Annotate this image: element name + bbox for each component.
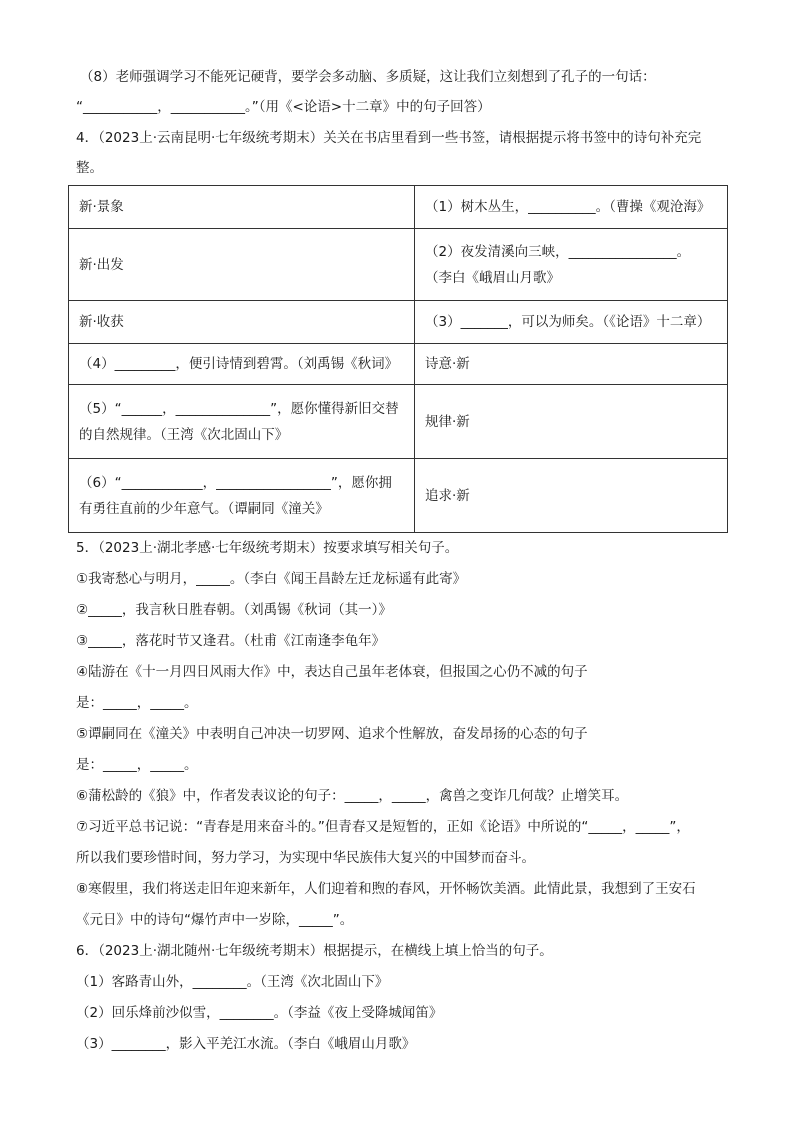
table-cell xyxy=(69,385,415,459)
cell-text: 新·景象 xyxy=(79,199,124,215)
cell-text: 追求·新 xyxy=(425,487,470,504)
cell-text: （李白《峨眉山月歌》 xyxy=(425,269,560,286)
bookmark-table xyxy=(68,185,728,533)
q6-line: （2）回乐烽前沙似雪，________。（李益《夜上受降城闻笛》 xyxy=(76,1005,443,1021)
table-cell xyxy=(415,385,728,459)
q5-line: ②_____，我言秋日胜春朝。（刘禹锡《秋词（其一）》 xyxy=(76,602,392,618)
table-cell xyxy=(415,344,728,385)
table-cell xyxy=(69,186,415,229)
q5-line: ③_____，落花时节又逢君。（杜甫《江南逢李龟年》 xyxy=(76,633,386,649)
q3-item8-line2: “___________，___________。”（用《<论语>十二章》中的句子回答） xyxy=(76,99,491,115)
cell-text: （5）“______，______________”，愿你懂得新旧交替 xyxy=(79,400,399,417)
q5-line: 是：_____，_____。 xyxy=(76,757,198,773)
q6-line: （3）________，影入平羌江水流。（李白《峨眉山月歌》 xyxy=(76,1036,416,1052)
cell-text: 规律·新 xyxy=(425,413,470,430)
q5-line: ⑧寒假里，我们将送走旧年迎来新年，人们迎着和煦的春风，开怀畅饮美酒。此情此景，我想到了王安石 xyxy=(76,881,696,897)
q5-line: ⑥蒲松龄的《狼》中，作者发表议论的句子：_____，_____，禽兽之变诈几何哉？止增笑耳。 xyxy=(76,788,629,804)
table-cell xyxy=(415,186,728,229)
q6-line: （1）客路青山外，________。（王湾《次北固山下》 xyxy=(76,974,389,990)
cell-text: 新·收获 xyxy=(79,314,124,330)
q5-line: ⑦习近平总书记说：“青春是用来奋斗的。”但青春又是短暂的，正如《论语》中所说的“_____，_____”， xyxy=(76,819,690,835)
table-row xyxy=(69,229,728,301)
table-cell xyxy=(415,229,728,301)
table-cell xyxy=(415,459,728,533)
cell-text: （6）“____________，_________________”，愿你拥 xyxy=(79,474,392,491)
table-cell xyxy=(69,229,415,301)
cell-text: 新·出发 xyxy=(79,256,124,273)
q6-stem: 6．（2023上·湖北随州·七年级统考期末）根据提示，在横线上填上恰当的句子。 xyxy=(76,943,553,959)
cell-text: 有勇往直前的少年意气。（谭嗣同《潼关》 xyxy=(79,500,329,517)
table-cell xyxy=(69,301,415,344)
q3-item8-line1: （8）老师强调学习不能死记硬背，要学会多动脑、多质疑，这让我们立刻想到了孔子的一句话： xyxy=(80,69,656,85)
q5-line: 是：_____，_____。 xyxy=(76,695,198,711)
table-cell xyxy=(69,344,415,385)
cell-text: 诗意·新 xyxy=(425,356,470,372)
q5-line: 所以我们要珍惜时间，努力学习，为实现中华民族伟大复兴的中国梦而奋斗。 xyxy=(76,850,535,866)
cell-text: （2）夜发清溪向三峡，________________。 xyxy=(425,243,691,260)
cell-text: 的自然规律。（王湾《次北固山下》 xyxy=(79,426,289,443)
table-row xyxy=(69,385,728,459)
table-row xyxy=(69,186,728,229)
cell-text: （3）_______，可以为师矣。（《论语》十二章） xyxy=(425,314,711,330)
q5-line: ④陆游在《十一月四日风雨大作》中，表达自己虽年老体衰，但报国之心仍不减的句子 xyxy=(76,664,588,680)
cell-text: （1）树木丛生，__________。（曹操《观沧海》 xyxy=(425,199,711,215)
table-cell xyxy=(69,459,415,533)
cell-text: （4）_________，便引诗情到碧霄。（刘禹锡《秋词》 xyxy=(79,356,399,372)
q4-stem-line1: 4．（2023上·云南昆明·七年级统考期末）关关在书店里看到一些书签，请根据提示将书签中的诗句补充完 xyxy=(76,130,702,146)
q5-line: ⑤谭嗣同在《潼关》中表明自己冲决一切罗网、追求个性解放，奋发昂扬的心态的句子 xyxy=(76,726,588,742)
table-row xyxy=(69,301,728,344)
table-row xyxy=(69,344,728,385)
q5-line: 《元日》中的诗句“爆竹声中一岁除，_____”。 xyxy=(76,912,354,928)
table-row xyxy=(69,459,728,533)
q4-stem-line2: 整。 xyxy=(76,160,103,176)
q5-line: ①我寄愁心与明月，_____。（李白《闻王昌龄左迁龙标遥有此寄》 xyxy=(76,571,467,587)
q5-stem: 5．（2023上·湖北孝感·七年级统考期末）按要求填写相关句子。 xyxy=(76,540,459,556)
table-cell xyxy=(415,301,728,344)
